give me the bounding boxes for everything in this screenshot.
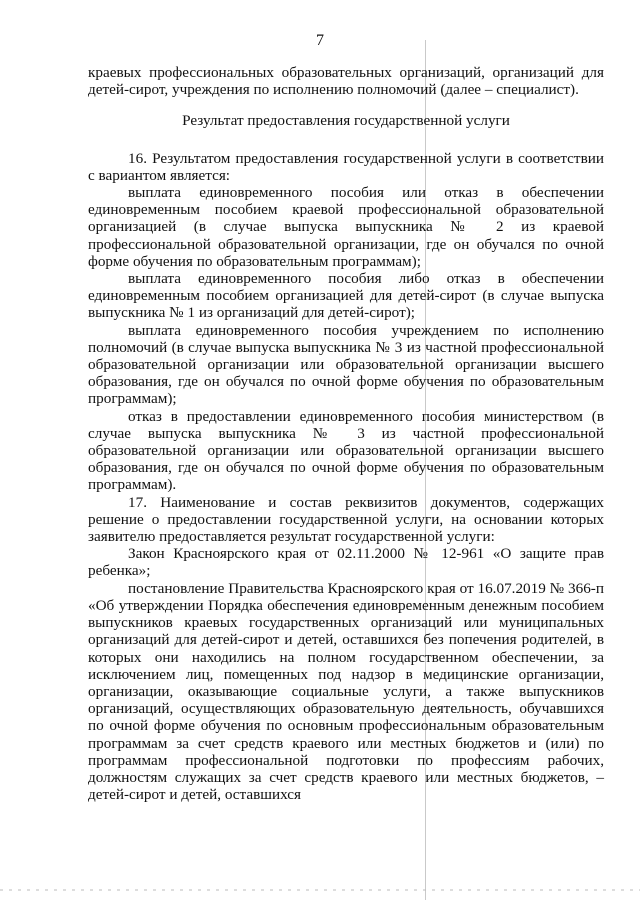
paragraph-result-option-3: выплата единовременного пособия учреждением по исполнению полномочий (в случае выпуска выпускника № 3 из частной профессиональной образовательной организации или образовательной организации высшего образования, где он обучался по очной форме обучения по образовательным программам);: [88, 321, 604, 408]
paragraph-result-option-4: отказ в предоставлении единовременного пособия министерством (в случае выпуска выпускника № 3 из частной профессиональной образовательной организации или образовательной организации высшего образования, где он обучался по очной форме обучения по образовательным программам).: [88, 407, 604, 494]
paragraph-result-option-2: выплата единовременного пособия либо отказ в обеспечении единовременным пособием организацией для детей-сирот (в случае выпуска выпускника № 1 из организаций для детей-сирот);: [88, 270, 604, 322]
section-heading: Результат предоставления государственной услуги: [182, 112, 510, 130]
page-number: 7: [316, 32, 324, 49]
paragraph-result-option-1: выплата единовременного пособия или отказ в обеспечении единовременным пособием краевой профессиональной образовательной организацией (в случае выпуска выпускника № 2 из краевой профессиональной образовательной организации, где он обучался по очной форме обучения по образовательным программам);: [88, 184, 604, 270]
paragraph-item-17: 17. Наименование и состав реквизитов документов, содержащих решение о предоставлении государственной услуги, на основании которых заявителю предоставляется результат государственной услуги:: [88, 493, 604, 546]
paragraph-item-16: 16. Результатом предоставления государственной услуги в соответствии с вариантом является:: [88, 149, 604, 184]
paragraph-resolution-reference: постановление Правительства Красноярского края от 16.07.2019 № 366-п «Об утверждении Порядка обеспечения единовременным денежным пособием выпускников краевых государственных организаций или муниципальных организаций для детей-сирот и детей, оставшихся без попечения родителей, в которых они находились на полном государственном обеспечении, за исключением лиц, помещенных под надзор в медицинские организации, организации, оказывающие социальные услуги, а также выпускников организаций, осуществляющих образовательную деятельность, обучавшихся по очной форме обучения по основным профессиональным образовательным программам за счет средств краевого или местных бюджетов и (или) по программам профессиональной подготовки по профессиям рабочих, должностям служащих за счет средств краевого или местных бюджетов, – детей-сирот и детей, оставшихся: [88, 579, 604, 804]
scan-edge-noise: [0, 889, 640, 891]
document-body: [88, 64, 604, 803]
paragraph-continuation: краевых профессиональных образовательных организаций, организаций для детей-сирот, учреждения по исполнению полномочий (далее – специалист).: [88, 64, 604, 99]
paragraph-law-reference: Закон Красноярского края от 02.11.2000 № 12-961 «О защите прав ребенка»;: [88, 545, 604, 580]
